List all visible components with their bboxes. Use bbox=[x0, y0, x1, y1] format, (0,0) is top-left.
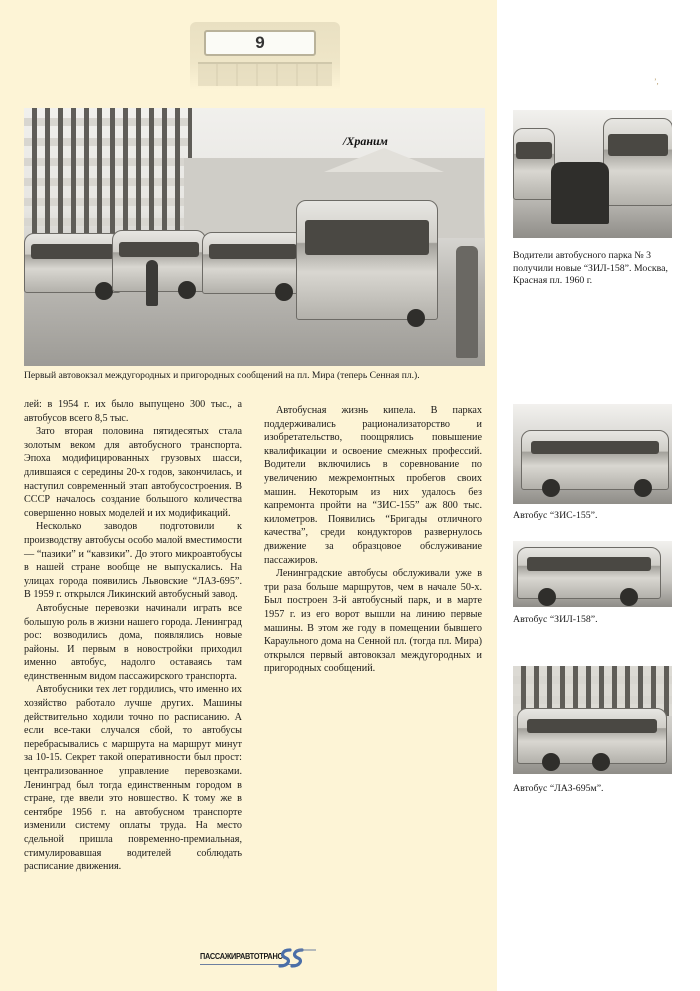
photo-bus bbox=[513, 128, 555, 200]
page-number: 9 bbox=[204, 30, 316, 56]
photo-bus bbox=[24, 233, 121, 293]
footer-logo bbox=[200, 947, 310, 969]
photo-bus bbox=[603, 118, 672, 206]
photo-building-left bbox=[24, 108, 192, 238]
paragraph: Ленинградские автобусы обслуживали уже в три раза больше маршрутов, чем в начале 50-х. Был построен 3-й автобусный парк, и в марте 1957 г. из его ворот вышли на линию первые машины. В этом же году в помещении бывшего Караульного дома на Сенной пл. (тогда пл. Мира) открылся первый автовокзал междугородных и пригородных сообщений. bbox=[264, 568, 482, 675]
main-photo-caption: Первый автовокзал междугородных и пригородных сообщений на пл. Мира (теперь Сенная пл.). bbox=[24, 370, 420, 381]
logo-text: ПАССАЖИРАВТОТРАНС bbox=[200, 951, 283, 961]
photo-person bbox=[146, 260, 158, 306]
decorative-speck: ’, bbox=[654, 77, 659, 86]
logo-ss-icon bbox=[276, 947, 316, 969]
photo-bus bbox=[202, 232, 304, 294]
paragraph: Автобусная жизнь кипела. В парках поддерживались рационализаторство и изобретательство, поощрялись повышение квалификации и освоение смежных профессий. Водители включились в соревнование по увеличению межремонтных пробегов своих машин. Некоторым из них удалось без капремонта пройти на “ЗИС-155” аж 800 тыс. километров. Появились “Бригады отличного качества”, среди кондукторов развернулось движение за образцовое обслуживание пассажиров. bbox=[264, 405, 482, 566]
photo-bus bbox=[112, 230, 206, 292]
article-column-left bbox=[24, 398, 242, 874]
side-photo-caption: Автобус “ЛАЗ-695м”. bbox=[513, 783, 604, 794]
photo-bus bbox=[521, 430, 669, 490]
side-photo-laz-695m bbox=[513, 666, 672, 774]
side-photo-drivers bbox=[513, 110, 672, 238]
photo-bus bbox=[517, 547, 661, 599]
side-photo-caption: Автобус “ЗИС-155”. bbox=[513, 510, 598, 521]
bus-grille bbox=[198, 62, 332, 86]
side-photo-caption: Водители автобусного парка № 3 получили новые “ЗИЛ-158”. Москва, Красная пл. 1960 г. bbox=[513, 250, 668, 286]
paragraph: Несколько заводов подготовили к производству автобусы особо малой вместимости — “пазики” и “кавзики”. До этого микроавтобусы в нашей стране вообще не выпускались. На улицах города появились Львовские “ЛАЗ-695”. В 1959 г. открылся Ликинский автобусный завод. bbox=[24, 521, 242, 601]
photo-drivers-group bbox=[551, 162, 609, 224]
main-photo-bus-station bbox=[24, 108, 485, 366]
side-photo-caption: Автобус “ЗИЛ-158”. bbox=[513, 614, 598, 625]
article-column-right bbox=[264, 404, 482, 676]
paragraph: Зато вторая половина пятидесятых стала золотым веком для автобусного транспорта. Эпоха модифицированных грузовых шасси, длившаяся с середины 20-х годов, закончилась, и наступил современный этап автобусостроения. В СССР началось создание большого количества совершенно новых моделей и их модификаций. bbox=[24, 426, 242, 519]
side-photo-zis-155 bbox=[513, 404, 672, 504]
paragraph: лей: в 1954 г. их было выпущено 300 тыс., а автобусов всего 8,5 тыс. bbox=[24, 399, 242, 424]
photo-traffic-controller bbox=[456, 246, 478, 358]
photo-bus bbox=[517, 708, 667, 764]
paragraph: Автобусники тех лет гордились, что именно их хозяйство работало лучше других. Машины действительно ходили точно по расписанию. А если все-таки случался сбой, то автобусы перебрасывались с маршрута на маршрут минут за 10-15. Секрет такой оперативности был прост: централизованное управление перевозками. Ленинград был тогда единственным городом в стране, где ввели это новшество. К тому же в сентябре 1956 г. на автобусном транспорте изменили систему оплаты труда. На место сдельной пришла повременно-премиальная, стимулировавшая водителей соблюдать расписание движения. bbox=[24, 684, 242, 873]
side-photo-zil-158 bbox=[513, 541, 672, 607]
header-bus-illustration bbox=[190, 22, 340, 90]
paragraph: Автобусные перевозки начинали играть все большую роль в жизни нашего города. Ленинград рос: возводились дома, появлялись новые районы. И первым в новостройки приходил именно автобус, надолго оставаясь там единственным видом пассажирского транспорта. bbox=[24, 602, 242, 682]
photo-bus-main bbox=[296, 200, 438, 320]
photo-sign-text: /Храним bbox=[343, 134, 388, 148]
